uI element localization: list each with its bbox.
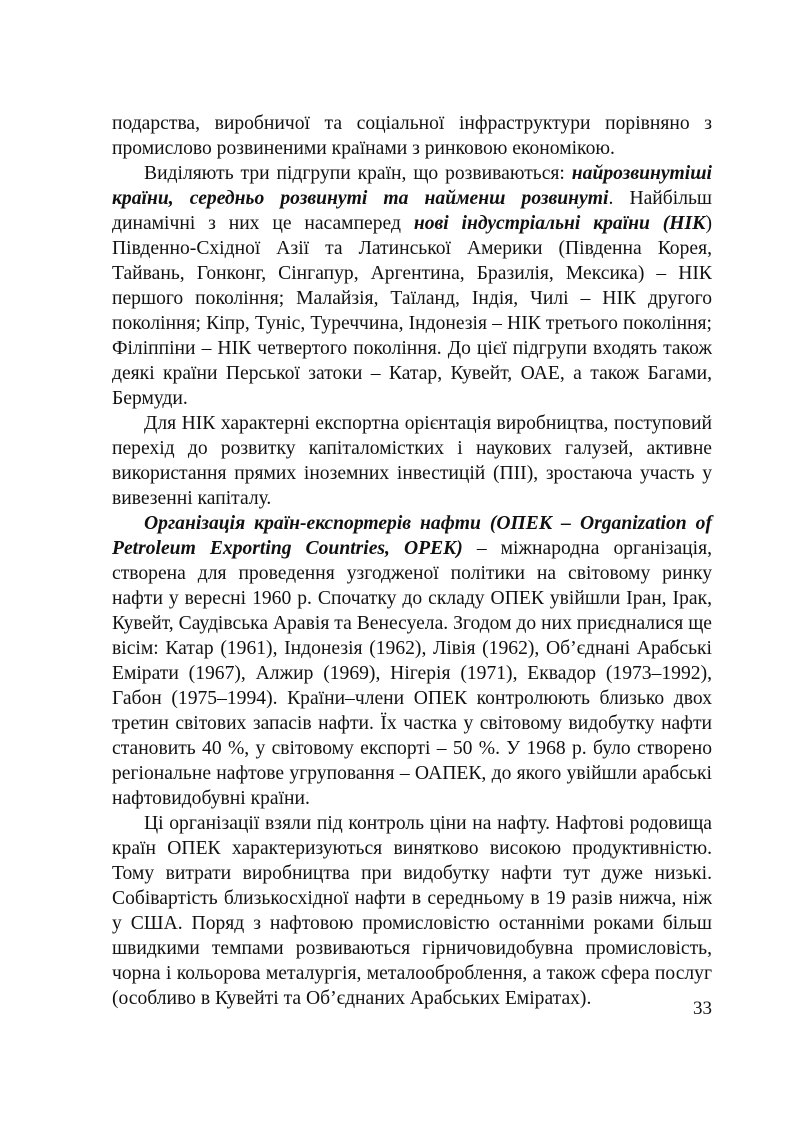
- paragraph-2: [112, 161, 712, 411]
- paragraph-5: [112, 811, 712, 1011]
- page-body: [112, 111, 712, 1011]
- paragraph-3: [112, 411, 712, 511]
- paragraph-2-text: Виділяють три підгрупи країн, що розвиваються:: [144, 163, 572, 184]
- paragraph-4: [112, 511, 712, 811]
- page-number: 33: [693, 998, 712, 1019]
- paragraph-2-emphasis-nic: нові індустріальні країни (НІК: [413, 213, 706, 234]
- paragraph-3-text: Для НІК характерні експортна орієнтація виробництва, поступовий перехід до розвитку капіталомістких і наукових галузей, активне використання прямих іноземних інвестицій (ПІІ), зростаюча участь у вивезенні капіталу.: [112, 413, 712, 509]
- paragraph-1-text: подарства, виробничої та соціальної інфраструктури порівняно з промислово розвиненими країнами з ринковою економікою.: [112, 113, 712, 159]
- paragraph-2-emphasis-subgroups: найрозвинутіші країни, середньо розвинуті та найменш розвинуті: [112, 163, 712, 209]
- paragraph-5-text: Ці організації взяли під контроль ціни на нафту. Нафтові родовища країн ОПЕК характеризуються винятково високою продуктивністю. Тому витрати виробництва при видобутку нафти тут дуже низькі. Собівартість близькосхідної нафти в середньому в 19 разів нижча, ніж у США. Поряд з нафтовою промисловістю останніми роками більш швидкими темпами розвиваються гірничовидобувна промисловість, чорна і кольорова металургія, металооброблення, а також сфера послуг (особливо в Кувейті та Об’єднаних Арабських Еміратах).: [112, 813, 712, 1009]
- paragraph-1: [112, 111, 712, 161]
- paragraph-2-text: ) Південно-Східної Азії та Латинської Америки (Південна Корея, Тайвань, Гонконг, Сінгапур, Аргентина, Бразилія, Мексика) – НІК першого покоління; Малайзія, Таїланд, Індія, Чилі – НІК другого покоління; Кіпр, Туніс, Туреччина, Індонезія – НІК третього покоління; Філіппіни – НІК четвертого покоління. До цієї підгрупи входять також деякі країни Перської затоки – Катар, Кувейт, ОАЕ, а також Багами, Бермуди.: [112, 213, 712, 409]
- paragraph-4-text: – міжнародна організація, створена для проведення узгодженої політики на світовому ринку нафти у вересні 1960 р. Спочатку до складу ОПЕК увійшли Іран, Ірак, Кувейт, Саудівська Аравія та Венесуела. Згодом до них приєдналися ще вісім: Катар (1961), Індонезія (1962), Лівія (1962), Об’єднані Арабські Емірати (1967), Алжир (1969), Нігерія (1971), Еквадор (1973–1992), Габон (1975–1994). Країни–члени ОПЕК контролюють близько двох третин світових запасів нафти. Їх частка у світовому видобутку нафти становить 40 %, у світовому експорті – 50 %. У 1968 р. було створено регіональне нафтове угруповання – ОАПЕК, до якого увійшли арабські нафтовидобувні країни.: [112, 538, 712, 809]
- paragraph-4-emphasis-opec: Організація країн-експортерів нафти (ОПЕК – Organization of Petroleum Exporting Countries, OPEK): [112, 513, 712, 559]
- paragraph-2-text: . Найбільш динамічні з них це насамперед: [112, 188, 712, 234]
